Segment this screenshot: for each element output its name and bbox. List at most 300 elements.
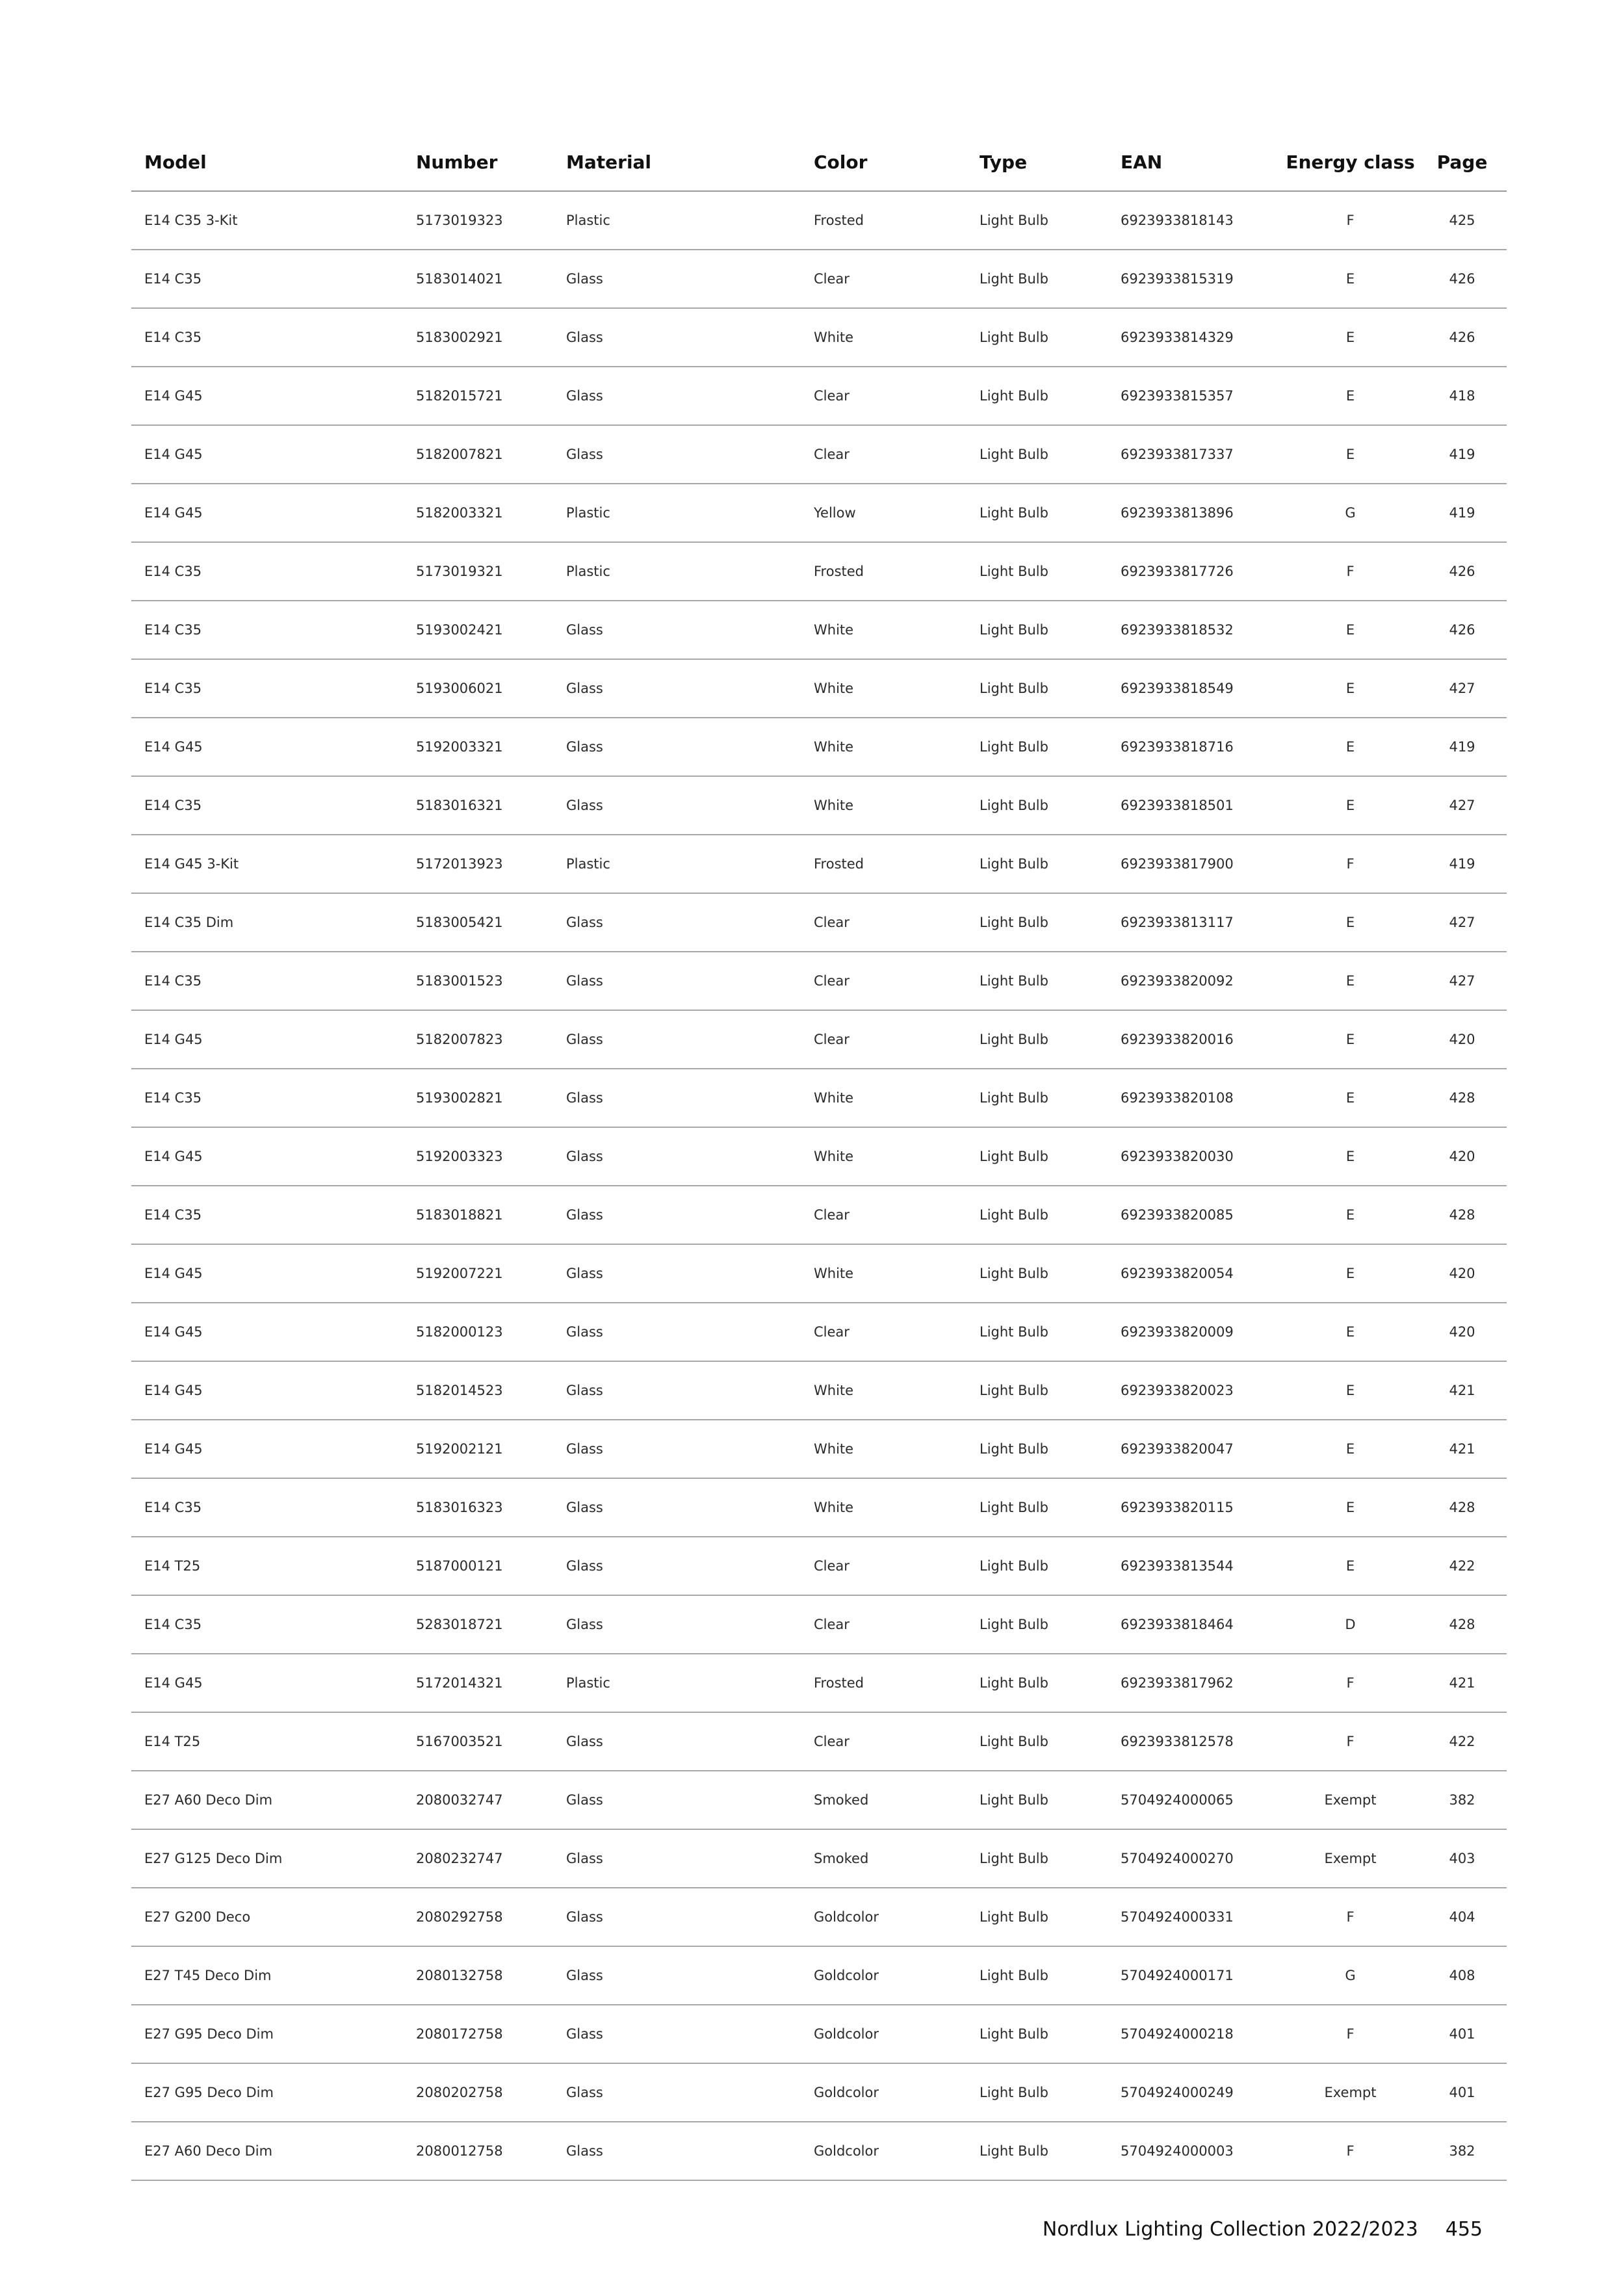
cell-energy-class: E [1283,1069,1418,1127]
cell-number: 5183002921 [403,308,553,367]
cell-material: Glass [553,425,801,484]
table-row [131,2122,1507,2180]
table-row [131,308,1507,367]
table-header [131,133,1507,191]
cell-model: E14 C35 [131,1186,403,1244]
cell-material: Glass [553,659,801,718]
cell-number: 5182000123 [403,1303,553,1361]
cell-type: Light Bulb [967,191,1108,250]
cell-material: Glass [553,2063,801,2122]
cell-ean: 6923933814329 [1108,308,1283,367]
cell-color: Goldcolor [801,1888,967,1946]
cell-ean: 6923933818501 [1108,776,1283,835]
cell-number: 5182007823 [403,1010,553,1069]
cell-color: White [801,1244,967,1303]
cell-model: E14 T25 [131,1712,403,1771]
table-row [131,2063,1507,2122]
cell-material: Glass [553,1595,801,1654]
cell-page: 420 [1418,1303,1507,1361]
cell-material: Glass [553,718,801,776]
header-material: Material [553,133,801,191]
cell-number: 5183005421 [403,893,553,952]
cell-color: White [801,1420,967,1478]
cell-model: E14 G45 [131,1244,403,1303]
cell-page: 419 [1418,484,1507,542]
cell-material: Glass [553,776,801,835]
table-row [131,893,1507,952]
cell-model: E14 G45 [131,1361,403,1420]
cell-number: 5182003321 [403,484,553,542]
cell-page: 419 [1418,718,1507,776]
cell-energy-class: E [1283,425,1418,484]
cell-energy-class: F [1283,542,1418,601]
cell-number: 2080012758 [403,2122,553,2180]
cell-ean: 6923933820009 [1108,1303,1283,1361]
cell-type: Light Bulb [967,1420,1108,1478]
cell-model: E14 C35 [131,1595,403,1654]
table-row [131,718,1507,776]
cell-page: 419 [1418,835,1507,893]
cell-energy-class: F [1283,191,1418,250]
cell-type: Light Bulb [967,1303,1108,1361]
cell-model: E14 C35 [131,308,403,367]
cell-page: 382 [1418,2122,1507,2180]
cell-type: Light Bulb [967,1595,1108,1654]
cell-type: Light Bulb [967,1888,1108,1946]
cell-number: 5183018821 [403,1186,553,1244]
cell-ean: 6923933813544 [1108,1537,1283,1595]
cell-color: Frosted [801,542,967,601]
cell-material: Glass [553,1361,801,1420]
cell-color: Goldcolor [801,1946,967,2005]
cell-model: E27 G200 Deco [131,1888,403,1946]
cell-energy-class: E [1283,1244,1418,1303]
cell-ean: 5704924000003 [1108,2122,1283,2180]
cell-material: Plastic [553,191,801,250]
cell-energy-class: G [1283,1946,1418,2005]
cell-material: Glass [553,1712,801,1771]
cell-type: Light Bulb [967,601,1108,659]
cell-material: Glass [553,1829,801,1888]
cell-page: 382 [1418,1771,1507,1829]
cell-model: E14 G45 [131,1303,403,1361]
cell-number: 2080232747 [403,1829,553,1888]
cell-type: Light Bulb [967,1244,1108,1303]
cell-model: E14 C35 3-Kit [131,191,403,250]
cell-ean: 6923933818143 [1108,191,1283,250]
cell-type: Light Bulb [967,308,1108,367]
table-row [131,1069,1507,1127]
table-row [131,1303,1507,1361]
cell-page: 428 [1418,1478,1507,1537]
cell-number: 5172014321 [403,1654,553,1712]
cell-color: Clear [801,367,967,425]
cell-number: 5167003521 [403,1712,553,1771]
cell-material: Glass [553,1946,801,2005]
cell-type: Light Bulb [967,1537,1108,1595]
cell-ean: 5704924000249 [1108,2063,1283,2122]
cell-type: Light Bulb [967,1654,1108,1712]
cell-number: 5193006021 [403,659,553,718]
cell-type: Light Bulb [967,1771,1108,1829]
table-row [131,1420,1507,1478]
cell-material: Glass [553,952,801,1010]
cell-energy-class: F [1283,1654,1418,1712]
cell-material: Glass [553,250,801,308]
cell-color: Smoked [801,1829,967,1888]
cell-number: 5182015721 [403,367,553,425]
cell-color: White [801,1069,967,1127]
cell-model: E14 C35 [131,776,403,835]
cell-type: Light Bulb [967,542,1108,601]
cell-number: 2080132758 [403,1946,553,2005]
table-row [131,659,1507,718]
cell-color: White [801,601,967,659]
cell-material: Plastic [553,542,801,601]
cell-material: Plastic [553,835,801,893]
cell-number: 5187000121 [403,1537,553,1595]
cell-energy-class: E [1283,367,1418,425]
cell-color: White [801,1478,967,1537]
cell-ean: 6923933820016 [1108,1010,1283,1069]
cell-color: Clear [801,1712,967,1771]
cell-model: E27 G95 Deco Dim [131,2005,403,2063]
cell-color: White [801,1361,967,1420]
cell-ean: 5704924000171 [1108,1946,1283,2005]
cell-ean: 6923933813117 [1108,893,1283,952]
cell-ean: 6923933820115 [1108,1478,1283,1537]
cell-model: E14 C35 [131,250,403,308]
cell-ean: 5704924000270 [1108,1829,1283,1888]
cell-energy-class: Exempt [1283,1771,1418,1829]
cell-page: 419 [1418,425,1507,484]
cell-model: E14 G45 [131,718,403,776]
cell-color: Goldcolor [801,2005,967,2063]
cell-page: 428 [1418,1595,1507,1654]
cell-color: Clear [801,250,967,308]
cell-ean: 6923933818532 [1108,601,1283,659]
cell-page: 420 [1418,1010,1507,1069]
cell-type: Light Bulb [967,2005,1108,2063]
cell-energy-class: F [1283,1888,1418,1946]
cell-page: 426 [1418,308,1507,367]
cell-number: 5173019321 [403,542,553,601]
cell-model: E14 G45 [131,1010,403,1069]
cell-energy-class: E [1283,1186,1418,1244]
cell-number: 5183001523 [403,952,553,1010]
table-row [131,1127,1507,1186]
cell-model: E14 C35 [131,601,403,659]
cell-energy-class: F [1283,835,1418,893]
cell-type: Light Bulb [967,425,1108,484]
cell-model: E27 A60 Deco Dim [131,2122,403,2180]
cell-energy-class: E [1283,250,1418,308]
cell-page: 401 [1418,2063,1507,2122]
cell-type: Light Bulb [967,1946,1108,2005]
cell-material: Glass [553,1420,801,1478]
cell-material: Plastic [553,1654,801,1712]
cell-ean: 6923933813896 [1108,484,1283,542]
table-row [131,484,1507,542]
cell-number: 5183016323 [403,1478,553,1537]
cell-page: 404 [1418,1888,1507,1946]
cell-color: White [801,1127,967,1186]
cell-number: 2080292758 [403,1888,553,1946]
product-table [131,133,1507,2181]
cell-model: E14 C35 [131,1069,403,1127]
cell-energy-class: E [1283,1127,1418,1186]
cell-color: Smoked [801,1771,967,1829]
cell-color: Clear [801,1595,967,1654]
cell-ean: 6923933820092 [1108,952,1283,1010]
cell-page: 420 [1418,1244,1507,1303]
cell-model: E14 G45 [131,425,403,484]
table-row [131,776,1507,835]
cell-page: 408 [1418,1946,1507,2005]
cell-energy-class: E [1283,1361,1418,1420]
cell-model: E14 G45 3-Kit [131,835,403,893]
cell-ean: 6923933820023 [1108,1361,1283,1420]
table-row [131,1771,1507,1829]
cell-number: 5172013923 [403,835,553,893]
cell-energy-class: E [1283,952,1418,1010]
cell-color: Goldcolor [801,2063,967,2122]
cell-color: Frosted [801,835,967,893]
cell-model: E27 G95 Deco Dim [131,2063,403,2122]
cell-number: 5192007221 [403,1244,553,1303]
cell-page: 426 [1418,250,1507,308]
cell-energy-class: E [1283,1537,1418,1595]
cell-page: 427 [1418,952,1507,1010]
table-row [131,952,1507,1010]
cell-ean: 6923933817962 [1108,1654,1283,1712]
cell-model: E14 G45 [131,1127,403,1186]
table-row [131,1186,1507,1244]
cell-material: Glass [553,1537,801,1595]
cell-ean: 6923933817726 [1108,542,1283,601]
table-row [131,601,1507,659]
header-ean: EAN [1108,133,1283,191]
header-page: Page [1418,133,1507,191]
cell-page: 427 [1418,893,1507,952]
cell-model: E14 C35 [131,952,403,1010]
cell-page: 403 [1418,1829,1507,1888]
table-row [131,1829,1507,1888]
cell-type: Light Bulb [967,1361,1108,1420]
cell-model: E14 G45 [131,484,403,542]
cell-ean: 6923933815319 [1108,250,1283,308]
cell-page: 428 [1418,1069,1507,1127]
cell-color: Clear [801,425,967,484]
header-row [131,133,1507,191]
cell-type: Light Bulb [967,1712,1108,1771]
cell-material: Glass [553,1010,801,1069]
cell-page: 401 [1418,2005,1507,2063]
cell-ean: 6923933817337 [1108,425,1283,484]
cell-color: Clear [801,1186,967,1244]
cell-type: Light Bulb [967,718,1108,776]
table-row [131,1654,1507,1712]
cell-type: Light Bulb [967,1829,1108,1888]
table-row [131,1537,1507,1595]
cell-color: Clear [801,1010,967,1069]
cell-page: 421 [1418,1420,1507,1478]
cell-material: Glass [553,601,801,659]
table-row [131,1888,1507,1946]
cell-energy-class: E [1283,601,1418,659]
table-row [131,1361,1507,1420]
cell-page: 422 [1418,1712,1507,1771]
page-number: 455 [1445,2218,1483,2241]
cell-number: 5183016321 [403,776,553,835]
cell-number: 5193002821 [403,1069,553,1127]
cell-type: Light Bulb [967,2063,1108,2122]
table-row [131,835,1507,893]
table-row [131,191,1507,250]
header-color: Color [801,133,967,191]
cell-ean: 6923933818464 [1108,1595,1283,1654]
cell-ean: 5704924000331 [1108,1888,1283,1946]
cell-model: E14 C35 [131,542,403,601]
cell-ean: 6923933818716 [1108,718,1283,776]
cell-energy-class: E [1283,776,1418,835]
cell-model: E14 C35 [131,1478,403,1537]
page-footer [1043,2218,1483,2241]
cell-energy-class: E [1283,659,1418,718]
cell-energy-class: E [1283,1420,1418,1478]
cell-number: 2080172758 [403,2005,553,2063]
cell-energy-class: D [1283,1595,1418,1654]
table-row [131,542,1507,601]
cell-model: E27 A60 Deco Dim [131,1771,403,1829]
cell-number: 5183014021 [403,250,553,308]
cell-type: Light Bulb [967,484,1108,542]
cell-page: 427 [1418,776,1507,835]
cell-energy-class: F [1283,2122,1418,2180]
cell-number: 5193002421 [403,601,553,659]
header-number: Number [403,133,553,191]
cell-page: 425 [1418,191,1507,250]
cell-page: 426 [1418,601,1507,659]
cell-ean: 6923933818549 [1108,659,1283,718]
cell-number: 2080032747 [403,1771,553,1829]
cell-type: Light Bulb [967,2122,1108,2180]
cell-page: 427 [1418,659,1507,718]
table-row [131,1712,1507,1771]
cell-model: E14 G45 [131,1420,403,1478]
header-energy-class: Energy class [1283,133,1418,191]
cell-color: White [801,718,967,776]
table-row [131,367,1507,425]
cell-color: Frosted [801,191,967,250]
cell-energy-class: E [1283,893,1418,952]
cell-number: 5173019323 [403,191,553,250]
table-row [131,250,1507,308]
cell-page: 420 [1418,1127,1507,1186]
cell-color: White [801,308,967,367]
cell-material: Glass [553,893,801,952]
cell-material: Glass [553,1069,801,1127]
cell-energy-class: E [1283,1010,1418,1069]
cell-model: E14 G45 [131,367,403,425]
cell-ean: 6923933820085 [1108,1186,1283,1244]
cell-ean: 6923933820054 [1108,1244,1283,1303]
cell-model: E14 T25 [131,1537,403,1595]
table-row [131,425,1507,484]
cell-type: Light Bulb [967,893,1108,952]
cell-type: Light Bulb [967,1127,1108,1186]
cell-type: Light Bulb [967,776,1108,835]
cell-number: 5182014523 [403,1361,553,1420]
cell-number: 5283018721 [403,1595,553,1654]
cell-type: Light Bulb [967,1186,1108,1244]
cell-model: E14 C35 [131,659,403,718]
cell-type: Light Bulb [967,250,1108,308]
table-row [131,1595,1507,1654]
cell-model: E27 T45 Deco Dim [131,1946,403,2005]
cell-page: 428 [1418,1186,1507,1244]
cell-ean: 6923933815357 [1108,367,1283,425]
cell-color: White [801,776,967,835]
cell-type: Light Bulb [967,952,1108,1010]
cell-model: E14 G45 [131,1654,403,1712]
cell-model: E27 G125 Deco Dim [131,1829,403,1888]
cell-ean: 6923933812578 [1108,1712,1283,1771]
cell-color: Goldcolor [801,2122,967,2180]
cell-material: Glass [553,1244,801,1303]
cell-ean: 5704924000065 [1108,1771,1283,1829]
table-row [131,1010,1507,1069]
cell-material: Glass [553,1127,801,1186]
cell-ean: 6923933820047 [1108,1420,1283,1478]
cell-color: Frosted [801,1654,967,1712]
table-row [131,2005,1507,2063]
cell-color: Clear [801,1537,967,1595]
cell-type: Light Bulb [967,1478,1108,1537]
cell-material: Glass [553,1478,801,1537]
cell-material: Glass [553,1771,801,1829]
cell-page: 426 [1418,542,1507,601]
cell-model: E14 C35 Dim [131,893,403,952]
cell-type: Light Bulb [967,1010,1108,1069]
cell-number: 5192002121 [403,1420,553,1478]
cell-type: Light Bulb [967,659,1108,718]
cell-number: 5182007821 [403,425,553,484]
cell-energy-class: F [1283,1712,1418,1771]
cell-material: Glass [553,2122,801,2180]
cell-type: Light Bulb [967,367,1108,425]
cell-color: Clear [801,1303,967,1361]
table-body [131,191,1507,2180]
cell-energy-class: Exempt [1283,1829,1418,1888]
cell-material: Glass [553,308,801,367]
cell-material: Glass [553,367,801,425]
cell-energy-class: G [1283,484,1418,542]
cell-page: 421 [1418,1654,1507,1712]
cell-material: Plastic [553,484,801,542]
cell-material: Glass [553,1888,801,1946]
cell-ean: 6923933820030 [1108,1127,1283,1186]
cell-number: 5192003321 [403,718,553,776]
cell-energy-class: E [1283,1303,1418,1361]
cell-energy-class: E [1283,718,1418,776]
cell-ean: 5704924000218 [1108,2005,1283,2063]
footer-title: Nordlux Lighting Collection 2022/2023 [1042,2218,1418,2241]
cell-type: Light Bulb [967,1069,1108,1127]
cell-energy-class: E [1283,1478,1418,1537]
table-row [131,1946,1507,2005]
header-type: Type [967,133,1108,191]
